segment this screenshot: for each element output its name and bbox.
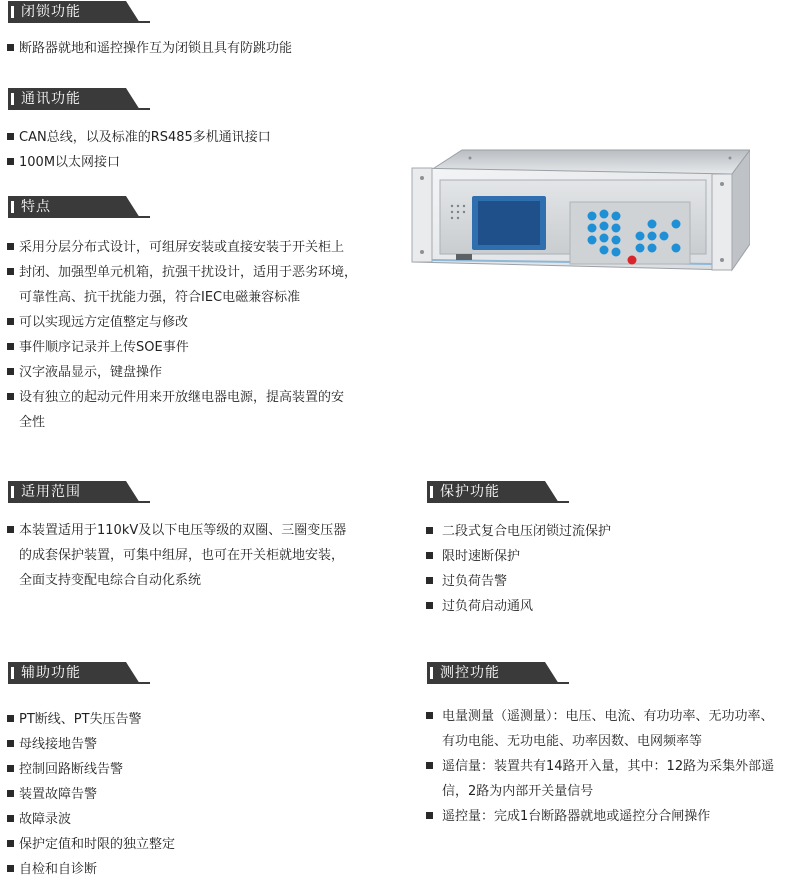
bullet-icon xyxy=(426,712,433,719)
bullet-icon xyxy=(7,133,14,140)
list-item: PT断线、PT失压告警 xyxy=(19,712,142,727)
list-item: 可以实现远方定值整定与修改 xyxy=(19,315,189,330)
bullet-icon xyxy=(7,343,14,350)
list-item: 100M以太网接口 xyxy=(19,155,121,170)
list-item: 保护定值和时限的独立整定 xyxy=(19,837,176,852)
list-item: 自检和自诊断 xyxy=(19,862,98,877)
list-item: 控制回路断线告警 xyxy=(19,762,124,777)
bullet-icon xyxy=(7,368,14,375)
section-header-measure xyxy=(427,662,559,684)
list-item: 过负荷启动通风 xyxy=(442,599,534,614)
section-title: 辅助功能 xyxy=(21,665,81,681)
section-header-aux xyxy=(8,662,140,684)
section-header-comm xyxy=(8,88,140,110)
bullet-icon xyxy=(7,790,14,797)
list-item: 断路器就地和遥控操作互为闭锁且具有防跳功能 xyxy=(19,41,293,56)
list-item: 故障录波 xyxy=(19,812,72,827)
paragraph-line: 本装置适用于110kV及以下电压等级的双圈、三圈变压器 xyxy=(19,523,347,538)
device-image xyxy=(410,148,750,290)
list-item-continuation: 有功电能、无功电能、功率因数、电网频率等 xyxy=(442,734,703,749)
list-item: CAN总线，以及标准的RS485多机通讯接口 xyxy=(19,130,271,145)
section-header-lock xyxy=(8,1,140,23)
section-title: 适用范围 xyxy=(21,484,81,500)
list-item: 过负荷告警 xyxy=(442,574,508,589)
section-title: 通讯功能 xyxy=(21,91,81,107)
bullet-icon xyxy=(426,812,433,819)
section-title: 特点 xyxy=(21,199,51,215)
bullet-icon xyxy=(426,527,433,534)
bullet-icon xyxy=(7,715,14,722)
list-item-continuation: 全性 xyxy=(19,415,46,430)
list-item: 采用分层分布式设计，可组屏安装或直接安装于开关柜上 xyxy=(19,240,345,255)
section-title: 闭锁功能 xyxy=(21,4,81,20)
section-header-features xyxy=(8,196,140,218)
section-title: 保护功能 xyxy=(440,484,500,500)
bullet-icon xyxy=(7,44,14,51)
list-item: 二段式复合电压闭锁过流保护 xyxy=(442,524,612,539)
bullet-icon xyxy=(7,765,14,772)
list-item-continuation: 可靠性高、抗干扰能力强，符合IEC电磁兼容标准 xyxy=(19,290,301,305)
bullet-icon xyxy=(7,815,14,822)
list-item: 遥信量：装置共有14路开入量，其中：12路为采集外部遥 xyxy=(442,759,775,774)
bullet-icon xyxy=(7,268,14,275)
list-item: 母线接地告警 xyxy=(19,737,98,752)
bullet-icon xyxy=(7,865,14,872)
section-header-protection xyxy=(427,481,559,503)
bullet-icon xyxy=(7,840,14,847)
list-item: 限时速断保护 xyxy=(442,549,521,564)
paragraph-line: 的成套保护装置，可集中组屏，也可在开关柜就地安装， xyxy=(19,548,345,563)
list-item: 遥控量：完成1台断路器就地或遥控分合闸操作 xyxy=(442,809,711,824)
bullet-icon xyxy=(7,158,14,165)
bullet-icon xyxy=(7,526,14,533)
list-item: 封闭、加强型单元机箱，抗强干扰设计，适用于恶劣环境， xyxy=(19,265,358,280)
bullet-icon xyxy=(426,577,433,584)
bullet-icon xyxy=(426,602,433,609)
bullet-icon xyxy=(7,393,14,400)
list-item: 装置故障告警 xyxy=(19,787,98,802)
bullet-icon xyxy=(7,243,14,250)
list-item: 电量测量（遥测量）：电压、电流、有功功率、无功功率、 xyxy=(442,709,774,724)
bullet-icon xyxy=(7,318,14,325)
section-header-scope xyxy=(8,481,140,503)
list-item: 汉字液晶显示，键盘操作 xyxy=(19,365,163,380)
section-title: 测控功能 xyxy=(440,665,500,681)
list-item-continuation: 信，2路为内部开关量信号 xyxy=(442,784,594,799)
list-item: 设有独立的起动元件用来开放继电器电源，提高装置的安 xyxy=(19,390,345,405)
bullet-icon xyxy=(426,762,433,769)
list-item: 事件顺序记录并上传SOE事件 xyxy=(19,340,189,355)
paragraph-line: 全面支持变配电综合自动化系统 xyxy=(19,573,202,588)
bullet-icon xyxy=(7,740,14,747)
bullet-icon xyxy=(426,552,433,559)
